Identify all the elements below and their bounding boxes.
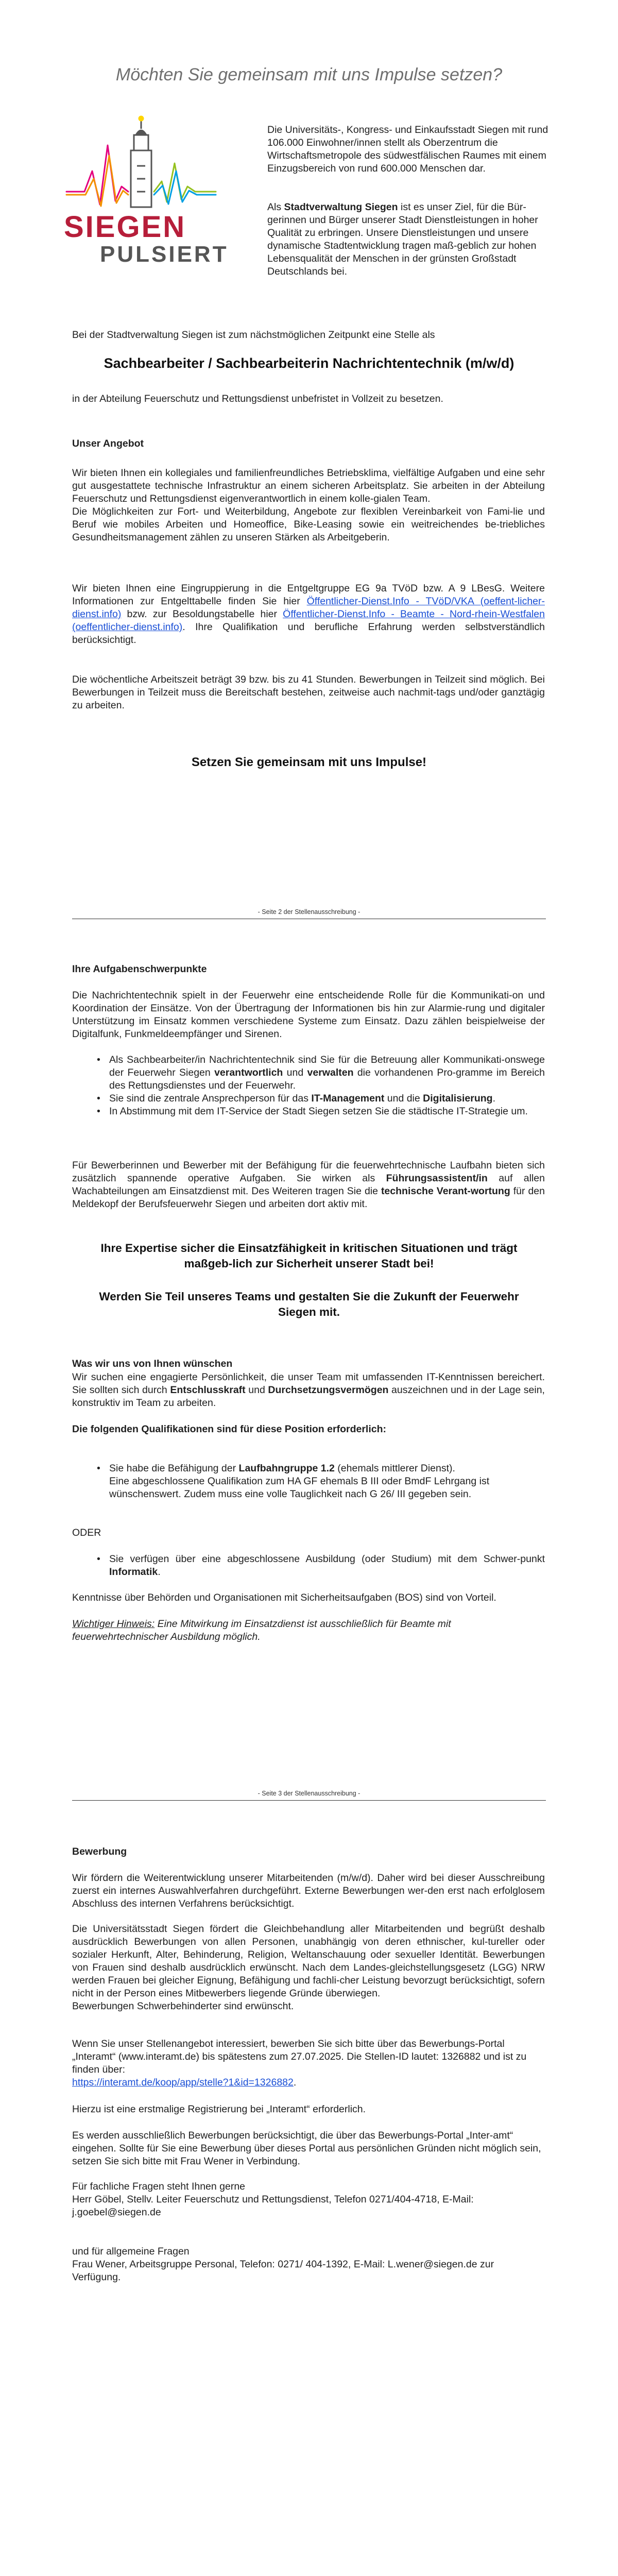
page-marker-3: - Seite 3 der Stellenausschreibung - xyxy=(258,1790,360,1797)
page-break-3 xyxy=(72,1790,546,1802)
qualifications-list-1 xyxy=(109,1462,545,1501)
task-item-it-management: • Sie sind die zentrale Ansprechperson für das IT-Management und die Digitalisierung. xyxy=(109,1092,545,1105)
important-notice: Wichtiger Hinweis: Eine Mitwirkung im Einsatzdienst ist ausschließlich für Beamte mit feuerwehrtechnischer Ausbildung möglich. xyxy=(72,1618,451,1642)
logo-word-siegen: SIEGEN xyxy=(64,210,186,244)
application-paragraph-internal: Wir fördern die Weiterentwicklung unserer Mitarbeitenden (m/w/d). Daher wird bei dieser Ausschreibung zuerst ein internes Auswahlverfahren durchgeführt. Externe Bewerbungen wer-den erst nach erfolglosem Abschluss des internen Verfahrens berücksichtigt. xyxy=(72,1872,545,1909)
tagline-heading: Möchten Sie gemeinsam mit uns Impulse setzen? xyxy=(115,65,503,84)
contact-technical: Für fachliche Fragen steht Ihnen gerne Herr Göbel, Stellv. Leiter Feuerschutz und Rettungsdienst, Telefon 0271/404-4718, E-Mail: j.goebel@siegen.de xyxy=(72,2181,474,2218)
lead-sentence: Bei der Stadtverwaltung Siegen ist zum nächstmöglichen Zeitpunkt eine Stelle als xyxy=(72,329,435,341)
qualifications-bos-note: Kenntnisse über Behörden und Organisationen mit Sicherheitsaufgaben (BOS) sind von Vorteil. xyxy=(72,1592,496,1603)
page-marker-2: - Seite 2 der Stellenausschreibung - xyxy=(258,908,360,916)
link-beamte-nrw-table[interactable]: Öffentlicher-Dienst.Info - Beamte - Nord-rhein-Westfalen (oeffentlicher-dienst.info) xyxy=(72,608,545,633)
link-tvoed-table[interactable]: Öffentlicher-Dienst.Info - TVöD/VKA (oeffent-licher-dienst.info) xyxy=(72,596,545,620)
offer-paragraph-pay: Wir bieten Ihnen eine Eingruppierung in die Entgeltgruppe EG 9a TVöD bzw. A 9 LBesG. Weitere Informationen zur Entgelttabelle finden Sie hier Öffentlicher-Dienst.Info - TVöD/VKA (oeffent-licher-dienst.info) bzw. zur Besoldungstabelle hier Öffentlicher-Dienst.Info - Beamte - Nord-rhein-Westfalen (oeffentlicher-dienst.info). Ihre Qualifikation und berufliche Erfahrung werden selbstverständlich berücksichtigt. xyxy=(72,583,545,646)
siegen-pulsiert-logo xyxy=(64,114,229,267)
qualification-item-informatics: • Sie verfügen über eine abgeschlossene Ausbildung (oder Studium) mit dem Schwer-punkt Informatik. xyxy=(109,1553,545,1579)
qualifications-list-2 xyxy=(109,1553,545,1579)
section-heading-offer: Unser Angebot xyxy=(72,438,144,449)
contact-general: und für allgemeine Fragen Frau Wener, Arbeitsgruppe Personal, Telefon: 0271/ 404-1392, E-Mail: L.wener@siegen.de zur Verfügung. xyxy=(72,2246,494,2283)
tower-outline xyxy=(131,116,151,207)
section-heading-wishes: Was wir uns von Ihnen wünschen xyxy=(72,1358,233,1369)
section-heading-tasks: Ihre Aufgabenschwerpunkte xyxy=(72,963,207,975)
qualification-item-career-group: • Sie habe die Befähigung der Laufbahngruppe 1.2 (ehemals mittlerer Dienst). Eine abgeschlossene Qualifikation zum HA GF ehemals B III oder BmdF Lehrgang ist wünschenswert. Zudem muss eine volle Tauglichkeit nach G 26/ III gegeben sein. xyxy=(109,1462,545,1501)
logo-word-pulsiert: PULSIERT xyxy=(100,242,229,267)
link-interamt-job[interactable]: https://interamt.de/koop/app/stelle?1&id=1326882 xyxy=(72,2077,294,2088)
section-heading-qualifications: Die folgenden Qualifikationen sind für diese Position erforderlich: xyxy=(72,1423,386,1435)
qualifications-or: ODER xyxy=(72,1527,101,1538)
job-title: Sachbearbeiter / Sachbearbeiterin Nachrichtentechnik (m/w/d) xyxy=(104,355,514,371)
task-item-communication: • Als Sachbearbeiter/in Nachrichtentechnik sind Sie für die Betreuung aller Kommunikati-onswege der Feuerwehr Siegen verantwortlich und verwalten die vorhandenen Pro-gramme im Bereich des Rettungsdienstes und der Feuerwehr. xyxy=(109,1054,545,1092)
task-item-it-strategy: • In Abstimmung mit dem IT-Service der Stadt Siegen setzen Sie die städtische IT-Strategie um. xyxy=(109,1105,545,1118)
application-paragraph-registration: Hierzu ist eine erstmalige Registrierung bei „Interamt“ erforderlich. xyxy=(72,2104,366,2115)
application-paragraph-portal: Wenn Sie unser Stellenangebot interessiert, bewerben Sie sich bitte über das Bewerbungs-Portal „Interamt“ (www.interamt.de) bis spätestens zum 27.07.2025. Die Stellen-ID lautet: 1326882 und ist zu finden über: https://interamt.de/koop/app/stelle?1&id=1326882. xyxy=(72,2038,527,2088)
section-heading-application: Bewerbung xyxy=(72,1846,127,1857)
call-to-action-team: Werden Sie Teil unseres Teams und gestalten Sie die Zukunft der Feuerwehr Siegen mit. xyxy=(99,1290,519,1318)
offer-paragraph-hours: Die wöchentliche Arbeitszeit beträgt 39 bzw. bis zu 41 Stunden. Bewerbungen in Teilzeit sind möglich. Bei Bewerbungen in Teilzeit muss die Bereitschaft bestehen, zeitweise auch nachmit-tags und/oder ganztägig zu arbeiten. xyxy=(72,674,545,711)
city-tower-icon xyxy=(64,114,218,217)
tasks-intro: Die Nachrichtentechnik spielt in der Feuerwehr eine entscheidende Rolle für die Kommunikati-on und Koordination der Einsätze. Von der Übertragung der Informationen bis hin zur Alarmie-rung und digitaler Unterstützung im Einsatz kommen verschiedene Systeme zum Einsatz. Dazu zählen beispielweise der Digitalfunk, Funkmeldeempfänger und Sirenen. xyxy=(72,990,545,1040)
call-to-action-expertise: Ihre Expertise sicher die Einsatzfähigkeit in kritischen Situationen und trägt maßgeb-lich zur Sicherheit unserer Stadt bei! xyxy=(100,1242,518,1270)
department-line: in der Abteilung Feuerschutz und Rettungsdienst unbefristet in Vollzeit zu besetzen. xyxy=(72,393,443,404)
pulse-line-magenta xyxy=(66,145,128,205)
page-divider xyxy=(72,1800,546,1801)
intro-paragraph-administration: Als Stadtverwaltung Siegen ist es unser Ziel, für die Bür-gerinnen und Bürger unserer Stadt Dienstleistungen in hoher Qualität zu erbringen. Unsere Dienstleistungen und unsere dynamische Stadtentwicklung tragen maß-geblich zur hohen Lebensqualität der Menschen in der grünsten Großstadt Deutschlands bei. xyxy=(267,201,538,277)
pulse-line-orange xyxy=(66,156,128,206)
application-paragraph-portal-only: Es werden ausschließlich Bewerbungen berücksichtigt, die über das Bewerbungs-Portal „Inter-amt“ eingehen. Sollte für Sie eine Bewerbung über dieses Portal aus persönlichen Gründen nicht möglich sein, setzen Sie sich bitte mit Frau Wener in Verbindung. xyxy=(72,2130,541,2167)
call-to-action-impulse: Setzen Sie gemeinsam mit uns Impulse! xyxy=(191,755,427,769)
intro-paragraph-city: Die Universitäts-, Kongress- und Einkaufsstadt Siegen mit rund 106.000 Einwohner/innen stellt als Oberzentrum die Wirtschaftsmetropole des südwestfälischen Raumes mit einem Einzugsbereich von rund 600.000 Menschen dar. xyxy=(267,124,548,174)
pulse-line-blue xyxy=(154,171,216,204)
tasks-firefighter-career: Für Bewerberinnen und Bewerber mit der Befähigung für die feuerwehrtechnische Laufbahn bieten sich zusätzlich spannende operative Aufgaben. Sie wirken als Führungsassistent/in auf allen Wachabteilungen am Einsatzdienst mit. Des Weiteren tragen Sie die technische Verant-wortung für den Meldekopf der Berufsfeuerwehr Siegen und arbeiten dort aktiv mit. xyxy=(72,1160,545,1210)
wishes-paragraph: Wir suchen eine engagierte Persönlichkeit, die unser Team mit umfassenden IT-Kenntnissen bereichert. Sie sollten sich durch Entschlusskraft und Durchsetzungsvermögen auszeichnen und in der Lage sein, konstruktiv im Team zu arbeiten. xyxy=(72,1371,545,1409)
offer-paragraph-1: Wir bieten Ihnen ein kollegiales und familienfreundliches Betriebsklima, vielfältige Aufgaben und eine sehr gut ausgestattete technische Infrastruktur an einem sicheren Arbeitsplatz. Sie arbeiten in der Abteilung Feuerschutz und Rettungsdienst eigenverantwortlich in einem kolle-gialen Team. Die Möglichkeiten zur Fort- und Weiterbildung, Angebote zur flexiblen Vereinbarkeit von Fami-lie und Beruf wie mobiles Arbeiten und Homeoffice, Bike-Leasing sowie ein weitreichendes be-triebliches Gesundheitsmanagement zählen zu unseren Stärken als Arbeitgeberin. xyxy=(72,467,545,543)
application-paragraph-equality: Die Universitätsstadt Siegen fördert die Gleichbehandlung aller Mitarbeitenden und begrüßt deshalb ausdrücklich Bewerbungen von allen Personen, unabhängig von deren ethnischer, kul-tureller oder sozialer Herkunft, Alter, Behinderung, Religion, Weltanschauung oder sexueller Identität. Bewerbungen von Frauen sind deshalb ausdrücklich erwünscht. Nach dem Landes-gleichstellungsgesetz (LGG) NRW werden Frauen bei gleicher Eignung, Befähigung und fachli-cher Leistung bevorzugt berücksichtigt, sofern nicht in der Person eines Mitbewerbers liegende Gründe überwiegen. Bewerbungen Schwerbehinderter sind erwünscht. xyxy=(72,1923,545,2012)
page-break-2 xyxy=(72,908,546,921)
tasks-list xyxy=(109,1054,545,1118)
